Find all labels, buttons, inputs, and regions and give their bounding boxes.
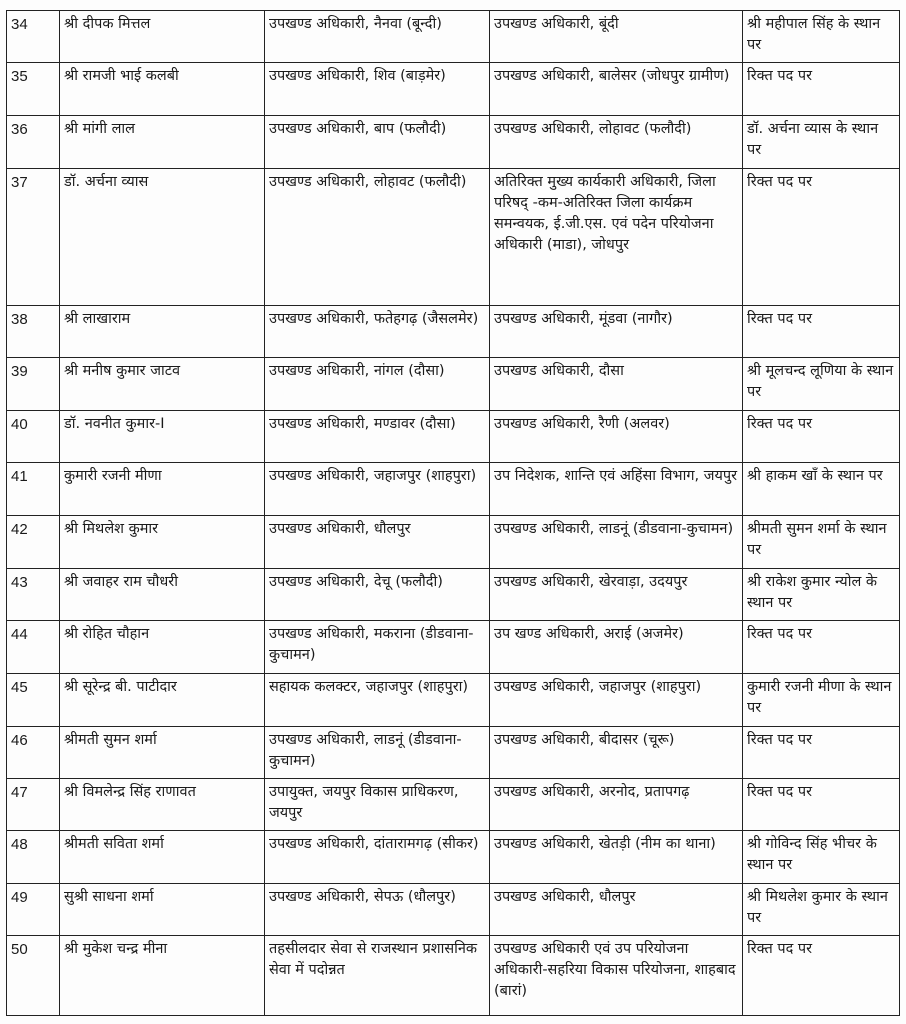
- table-row: [7, 169, 900, 306]
- current-post: उपखण्ड अधिकारी, शिव (बाड़मेर): [265, 63, 490, 116]
- table-row: [7, 63, 900, 116]
- current-post: उपखण्ड अधिकारी, धौलपुर: [265, 516, 490, 569]
- officer-name: श्री मुकेश चन्द्र मीना: [60, 936, 265, 1016]
- current-post: उपखण्ड अधिकारी, दांतारामगढ़ (सीकर): [265, 831, 490, 884]
- current-post: उपखण्ड अधिकारी, मकराना (डीडवाना-कुचामन): [265, 621, 490, 674]
- current-post: उपखण्ड अधिकारी, मण्डावर (दौसा): [265, 411, 490, 463]
- current-post: उपखण्ड अधिकारी, लोहावट (फलौदी): [265, 169, 490, 306]
- current-post: उपखण्ड अधिकारी, बाप (फलौदी): [265, 116, 490, 169]
- officer-name: श्री जवाहर राम चौधरी: [60, 569, 265, 621]
- new-post: उपखण्ड अधिकारी, लोहावट (फलौदी): [490, 116, 743, 169]
- row-number: 45: [7, 674, 60, 727]
- remark: श्री मिथलेश कुमार के स्थान पर: [743, 884, 900, 936]
- officer-name: श्री मिथलेश कुमार: [60, 516, 265, 569]
- officer-name: श्री विमलेन्द्र सिंह राणावत: [60, 779, 265, 831]
- officer-name: श्री रोहित चौहान: [60, 621, 265, 674]
- row-number: 48: [7, 831, 60, 884]
- table-row: [7, 116, 900, 169]
- table-row: [7, 516, 900, 569]
- row-number: 49: [7, 884, 60, 936]
- table-row: [7, 831, 900, 884]
- row-number: 44: [7, 621, 60, 674]
- row-number: 40: [7, 411, 60, 463]
- table-row: [7, 621, 900, 674]
- table-row: [7, 884, 900, 936]
- new-post: उपखण्ड अधिकारी, रैणी (अलवर): [490, 411, 743, 463]
- transfer-table: [6, 10, 900, 1016]
- row-number: 43: [7, 569, 60, 621]
- new-post: उप खण्ड अधिकारी, अराई (अजमेर): [490, 621, 743, 674]
- new-post: उपखण्ड अधिकारी, मूंडवा (नागौर): [490, 306, 743, 358]
- new-post: उप निदेशक, शान्ति एवं अहिंसा विभाग, जयपुर: [490, 463, 743, 516]
- table-row: [7, 727, 900, 779]
- row-number: 42: [7, 516, 60, 569]
- officer-name: श्री लाखाराम: [60, 306, 265, 358]
- remark: रिक्त पद पर: [743, 936, 900, 1016]
- new-post: उपखण्ड अधिकारी, खेतड़ी (नीम का थाना): [490, 831, 743, 884]
- remark: रिक्त पद पर: [743, 169, 900, 306]
- remark: श्री मूलचन्द लूणिया के स्थान पर: [743, 358, 900, 411]
- new-post: उपखण्ड अधिकारी, लाडनूं (डीडवाना-कुचामन): [490, 516, 743, 569]
- remark: कुमारी रजनी मीणा के स्थान पर: [743, 674, 900, 727]
- officer-name: श्री दीपक मित्तल: [60, 11, 265, 63]
- row-number: 39: [7, 358, 60, 411]
- new-post: उपखण्ड अधिकारी, अरनोद, प्रतापगढ़: [490, 779, 743, 831]
- current-post: तहसीलदार सेवा से राजस्थान प्रशासनिक सेवा में पदोन्नत: [265, 936, 490, 1016]
- remark: श्री राकेश कुमार न्योल के स्थान पर: [743, 569, 900, 621]
- current-post: उपखण्ड अधिकारी, नैनवा (बून्दी): [265, 11, 490, 63]
- table-row: [7, 358, 900, 411]
- officer-name: डॉ. अर्चना व्यास: [60, 169, 265, 306]
- table-row: [7, 779, 900, 831]
- transfer-table-body: [7, 11, 900, 1016]
- officer-name: श्री सूरेन्द्र बी. पाटीदार: [60, 674, 265, 727]
- current-post: उपखण्ड अधिकारी, देचू (फलौदी): [265, 569, 490, 621]
- current-post: उपायुक्त, जयपुर विकास प्राधिकरण, जयपुर: [265, 779, 490, 831]
- remark: श्री महीपाल सिंह के स्थान पर: [743, 11, 900, 63]
- table-row: [7, 306, 900, 358]
- row-number: 38: [7, 306, 60, 358]
- row-number: 47: [7, 779, 60, 831]
- row-number: 50: [7, 936, 60, 1016]
- remark: डॉ. अर्चना व्यास के स्थान पर: [743, 116, 900, 169]
- table-row: [7, 569, 900, 621]
- remark: रिक्त पद पर: [743, 727, 900, 779]
- table-row: [7, 11, 900, 63]
- officer-name: डॉ. नवनीत कुमार-I: [60, 411, 265, 463]
- current-post: उपखण्ड अधिकारी, फतेहगढ़ (जैसलमेर): [265, 306, 490, 358]
- officer-name: सुश्री साधना शर्मा: [60, 884, 265, 936]
- remark: रिक्त पद पर: [743, 779, 900, 831]
- remark: रिक्त पद पर: [743, 306, 900, 358]
- officer-name: श्रीमती सुमन शर्मा: [60, 727, 265, 779]
- new-post: उपखण्ड अधिकारी, बूंदी: [490, 11, 743, 63]
- remark: श्री गोविन्द सिंह भीचर के स्थान पर: [743, 831, 900, 884]
- new-post: उपखण्ड अधिकारी, बीदासर (चूरू): [490, 727, 743, 779]
- new-post: उपखण्ड अधिकारी, बालेसर (जोधपुर ग्रामीण): [490, 63, 743, 116]
- new-post: उपखण्ड अधिकारी एवं उप परियोजना अधिकारी-सहरिया विकास परियोजना, शाहबाद (बारां): [490, 936, 743, 1016]
- new-post: उपखण्ड अधिकारी, धौलपुर: [490, 884, 743, 936]
- row-number: 37: [7, 169, 60, 306]
- officer-name: श्री मांगी लाल: [60, 116, 265, 169]
- officer-name: कुमारी रजनी मीणा: [60, 463, 265, 516]
- table-row: [7, 411, 900, 463]
- table-row: [7, 674, 900, 727]
- remark: रिक्त पद पर: [743, 411, 900, 463]
- row-number: 36: [7, 116, 60, 169]
- remark: रिक्त पद पर: [743, 621, 900, 674]
- current-post: सहायक कलक्टर, जहाजपुर (शाहपुरा): [265, 674, 490, 727]
- current-post: उपखण्ड अधिकारी, नांगल (दौसा): [265, 358, 490, 411]
- current-post: उपखण्ड अधिकारी, जहाजपुर (शाहपुरा): [265, 463, 490, 516]
- row-number: 41: [7, 463, 60, 516]
- new-post: उपखण्ड अधिकारी, दौसा: [490, 358, 743, 411]
- remark: रिक्त पद पर: [743, 63, 900, 116]
- row-number: 34: [7, 11, 60, 63]
- current-post: उपखण्ड अधिकारी, लाडनूं (डीडवाना-कुचामन): [265, 727, 490, 779]
- officer-name: श्री मनीष कुमार जाटव: [60, 358, 265, 411]
- current-post: उपखण्ड अधिकारी, सेपऊ (धौलपुर): [265, 884, 490, 936]
- officer-name: श्री रामजी भाई कलबी: [60, 63, 265, 116]
- row-number: 46: [7, 727, 60, 779]
- row-number: 35: [7, 63, 60, 116]
- remark: श्री हाकम खाँ के स्थान पर: [743, 463, 900, 516]
- table-row: [7, 936, 900, 1016]
- officer-name: श्रीमती सविता शर्मा: [60, 831, 265, 884]
- remark: श्रीमती सुमन शर्मा के स्थान पर: [743, 516, 900, 569]
- new-post: अतिरिक्त मुख्य कार्यकारी अधिकारी, जिला परिषद् -कम-अतिरिक्त जिला कार्यक्रम समन्वयक, ई.जी.एस. एवं पदेन परियोजना अधिकारी (माडा), जोधपुर: [490, 169, 743, 306]
- table-row: [7, 463, 900, 516]
- new-post: उपखण्ड अधिकारी, खेरवाड़ा, उदयपुर: [490, 569, 743, 621]
- new-post: उपखण्ड अधिकारी, जहाजपुर (शाहपुरा): [490, 674, 743, 727]
